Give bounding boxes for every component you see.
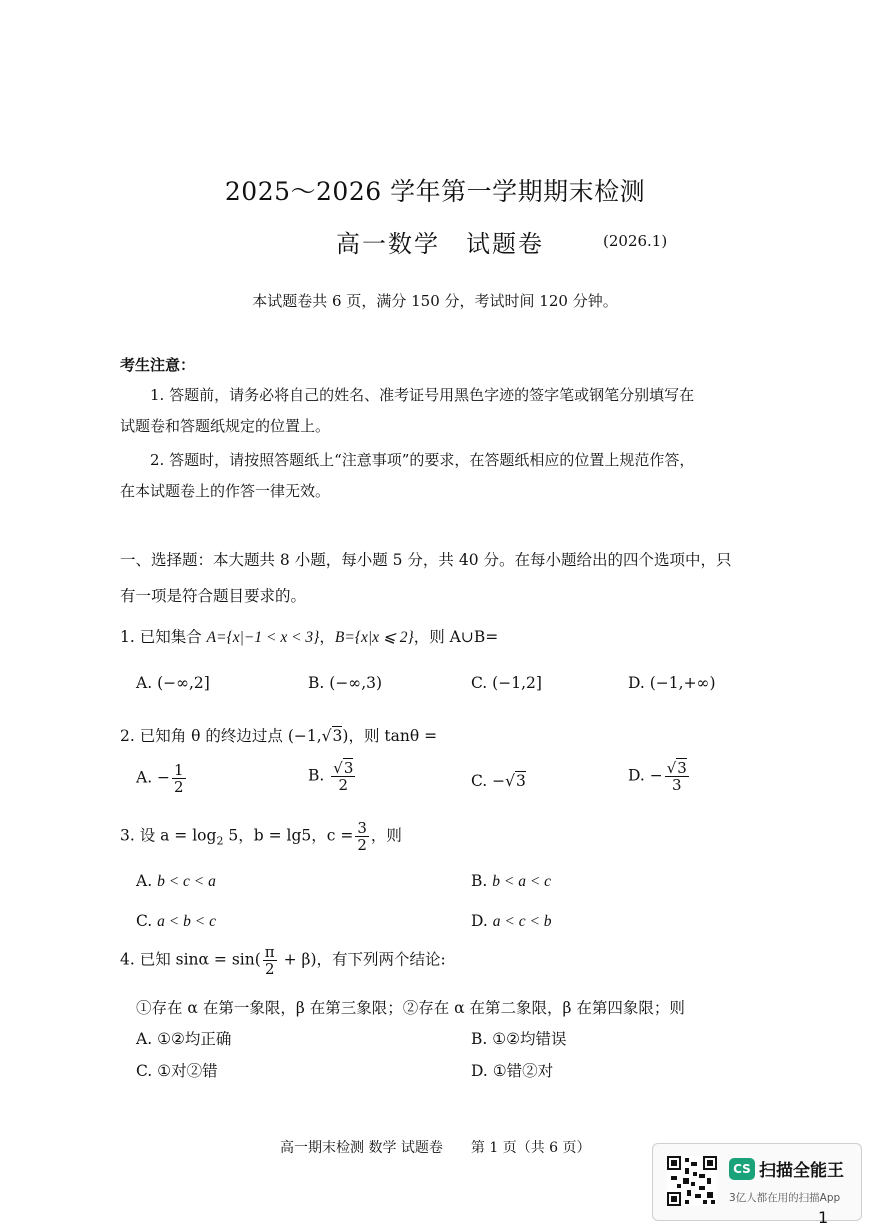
q3-option-a: A. b < c < a [136,872,216,890]
q4-option-b: B. ①②均错误 [471,1030,567,1048]
q2-option-a: A. − $\frac{1}{2}$ [136,761,184,796]
q4-option-a: A. ①②均正确 [136,1030,232,1048]
page-number: 1 [818,1208,829,1227]
q2-option-c: C. −√3 [471,772,526,790]
question-3-stem: 3. 设 $a = \log_2 5$，b = lg5，c = $\frac{3}{2}$ ，则 [120,819,402,854]
scanner-watermark [652,1143,862,1221]
exam-date: (2026.1) [603,232,668,250]
q1-option-d: D. (−1,+∞) [628,674,716,692]
q1-set-b: B={x|x ⩽ 2} [334,629,414,646]
exam-title: 2025～2026 学年第一学期期末检测 [224,177,646,206]
notice-item-1-line-2: 试题卷和答题纸规定的位置上。 [120,417,331,435]
q3-option-b: B. b < a < c [471,872,552,890]
exam-intro: 本试题卷共 6 页，满分 150 分，考试时间 120 分钟。 [252,292,618,310]
q1-option-c: C. (−1,2] [471,674,542,692]
q4-option-c: C. ①对②错 [136,1062,218,1080]
q1-option-b: B. (−∞,3) [308,674,383,692]
q4-statement: ①存在 α 在第一象限，β 在第三象限；②存在 α 在第二象限，β 在第四象限；则 [136,999,685,1017]
qr-code-icon [667,1156,717,1206]
q1-set-a: A={x|−1 < x < 3} [206,629,320,646]
q1-option-a: A. (−∞,2] [136,674,210,692]
scanner-logo-icon: CS [729,1158,755,1180]
q2-option-d: D. − $\frac{√3}{3}$ [628,759,687,794]
section-1-line-2: 有一项是符合题目要求的。 [120,587,307,605]
notice-item-1-line-1: 1. 答题前，请务必将自己的姓名、准考证号用黑色字迹的签字笔或钢笔分别填写在 [150,386,695,404]
scanner-brand-slogan: 3亿人都在用的扫描App [729,1192,841,1204]
notice-heading: 考生注意： [120,356,196,374]
q4-option-d: D. ①错②对 [471,1062,554,1080]
q1-stem-suffix: ，则 A∪B= [413,628,499,646]
q3-option-d: D. a < c < b [471,912,552,930]
q3-option-c: C. a < b < c [136,912,216,930]
question-4-stem: 4. 已知 sinα = sin( $\frac{\pi}{2}$ + β)，有下列两个结论: [120,943,446,978]
exam-subtitle: 高一数学 试题卷 [336,230,544,258]
section-1-line-1: 一、选择题：本大题共 8 小题，每小题 5 分，共 40 分。在每小题给出的四个选项中，只 [120,551,732,569]
q1-stem-prefix: 1. 已知集合 [120,628,207,646]
scanner-brand-name: 扫描全能王 [759,1161,844,1181]
question-1-stem: 1. 已知集合 A={x|−1 < x < 3}，B={x|x ⩽ 2}，则 A∪B= [120,628,499,646]
q2-option-b: B. $\frac{√3}{2}$ [308,759,354,794]
page-footer: 高一期末检测 数学 试题卷 第 1 页（共 6 页） [280,1140,591,1156]
question-2-stem: 2. 已知角 θ 的终边过点 (−1,√3)，则 tanθ = [120,727,438,745]
notice-item-2-line-1: 2. 答题时，请按照答题纸上“注意事项”的要求，在答题纸相应的位置上规范作答， [150,451,695,469]
notice-item-2-line-2: 在本试题卷上的作答一律无效。 [120,482,331,500]
